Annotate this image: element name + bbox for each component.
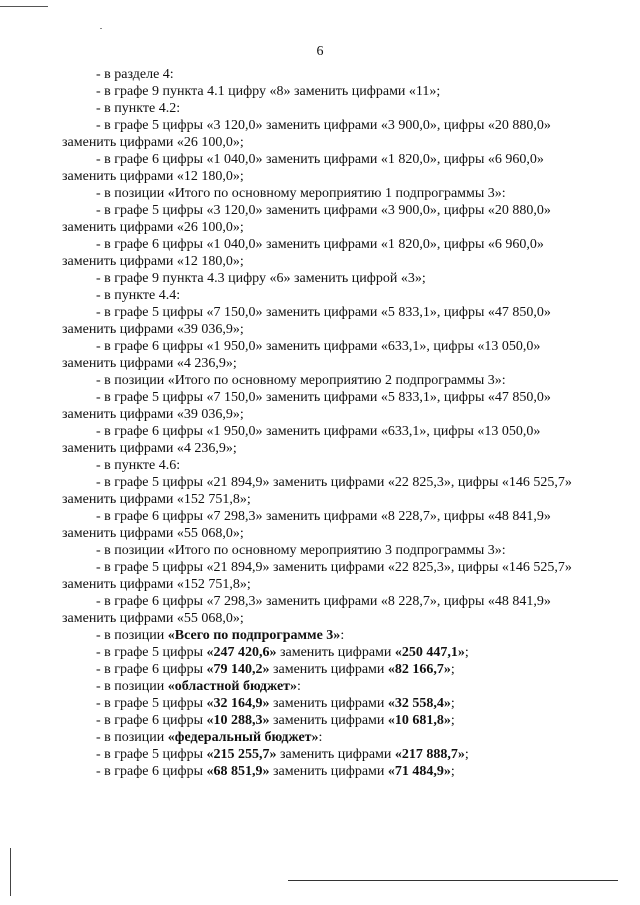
text-line: - в графе 6 цифры «1 950,0» заменить цифрами «633,1», цифры «13 050,0» — [96, 424, 541, 439]
text-line: - в пункте 4.6: — [96, 458, 181, 473]
text-line: - в графе 5 цифры «3 120,0» заменить цифрами «3 900,0», цифры «20 880,0» — [96, 118, 551, 133]
text-line: - в позиции «Итого по основному мероприятию 3 подпрограммы 3»: — [96, 543, 506, 558]
text-line: заменить цифрами «26 100,0»; — [62, 220, 244, 235]
page-number: 6 — [316, 44, 324, 59]
scan-artifact-line — [0, 6, 48, 7]
text-line: - в позиции «Всего по подпрограмме 3»: — [96, 628, 345, 643]
text-line: - в пункте 4.4: — [96, 288, 181, 303]
text-line: заменить цифрами «4 236,9»; — [62, 441, 237, 456]
text-line: заменить цифрами «12 180,0»; — [62, 169, 244, 184]
text-line: - в графе 5 цифры «247 420,6» заменить цифрами «250 447,1»; — [96, 645, 469, 660]
text-line: - в графе 6 цифры «68 851,9» заменить цифрами «71 484,9»; — [96, 764, 455, 779]
text-line: - в позиции «Итого по основному мероприятию 1 подпрограммы 3»: — [96, 186, 506, 201]
text-line: - в графе 5 цифры «7 150,0» заменить цифрами «5 833,1», цифры «47 850,0» — [96, 390, 551, 405]
text-line: - в графе 6 цифры «1 040,0» заменить цифрами «1 820,0», цифры «6 960,0» — [96, 152, 544, 167]
scan-artifact-line — [288, 880, 618, 881]
text-line: заменить цифрами «4 236,9»; — [62, 356, 237, 371]
text-line: заменить цифрами «55 068,0»; — [62, 611, 244, 626]
text-line: - в позиции «областной бюджет»: — [96, 679, 301, 694]
text-line: - в графе 9 пункта 4.3 цифру «6» заменить цифрой «3»; — [96, 271, 426, 286]
text-line: - в графе 5 цифры «7 150,0» заменить цифрами «5 833,1», цифры «47 850,0» — [96, 305, 551, 320]
text-line: - в графе 6 цифры «1 950,0» заменить цифрами «633,1», цифры «13 050,0» — [96, 339, 541, 354]
scan-artifact-line — [10, 848, 11, 896]
text-line: - в разделе 4: — [96, 67, 174, 82]
scan-artifact-dot — [100, 28, 102, 29]
text-line: - в позиции «федеральный бюджет»: — [96, 730, 323, 745]
text-line: - в графе 5 цифры «3 120,0» заменить цифрами «3 900,0», цифры «20 880,0» — [96, 203, 551, 218]
text-line: - в пункте 4.2: — [96, 101, 181, 116]
text-line: - в графе 6 цифры «10 288,3» заменить цифрами «10 681,8»; — [96, 713, 455, 728]
text-line: заменить цифрами «55 068,0»; — [62, 526, 244, 541]
text-line: заменить цифрами «39 036,9»; — [62, 407, 244, 422]
text-line: заменить цифрами «12 180,0»; — [62, 254, 244, 269]
text-line: - в позиции «Итого по основному мероприятию 2 подпрограммы 3»: — [96, 373, 506, 388]
text-line: заменить цифрами «39 036,9»; — [62, 322, 244, 337]
text-line: - в графе 5 цифры «215 255,7» заменить цифрами «217 888,7»; — [96, 747, 469, 762]
text-line: - в графе 6 цифры «7 298,3» заменить цифрами «8 228,7», цифры «48 841,9» — [96, 594, 551, 609]
text-line: - в графе 6 цифры «1 040,0» заменить цифрами «1 820,0», цифры «6 960,0» — [96, 237, 544, 252]
text-line: - в графе 6 цифры «79 140,2» заменить цифрами «82 166,7»; — [96, 662, 455, 677]
text-line: - в графе 5 цифры «21 894,9» заменить цифрами «22 825,3», цифры «146 525,7» — [96, 475, 572, 490]
text-line: - в графе 5 цифры «32 164,9» заменить цифрами «32 558,4»; — [96, 696, 455, 711]
text-line: заменить цифрами «26 100,0»; — [62, 135, 244, 150]
text-line: - в графе 6 цифры «7 298,3» заменить цифрами «8 228,7», цифры «48 841,9» — [96, 509, 551, 524]
text-line: - в графе 9 пункта 4.1 цифру «8» заменить цифрами «11»; — [96, 84, 441, 99]
text-line: - в графе 5 цифры «21 894,9» заменить цифрами «22 825,3», цифры «146 525,7» — [96, 560, 572, 575]
text-line: заменить цифрами «152 751,8»; — [62, 492, 251, 507]
text-line: заменить цифрами «152 751,8»; — [62, 577, 251, 592]
